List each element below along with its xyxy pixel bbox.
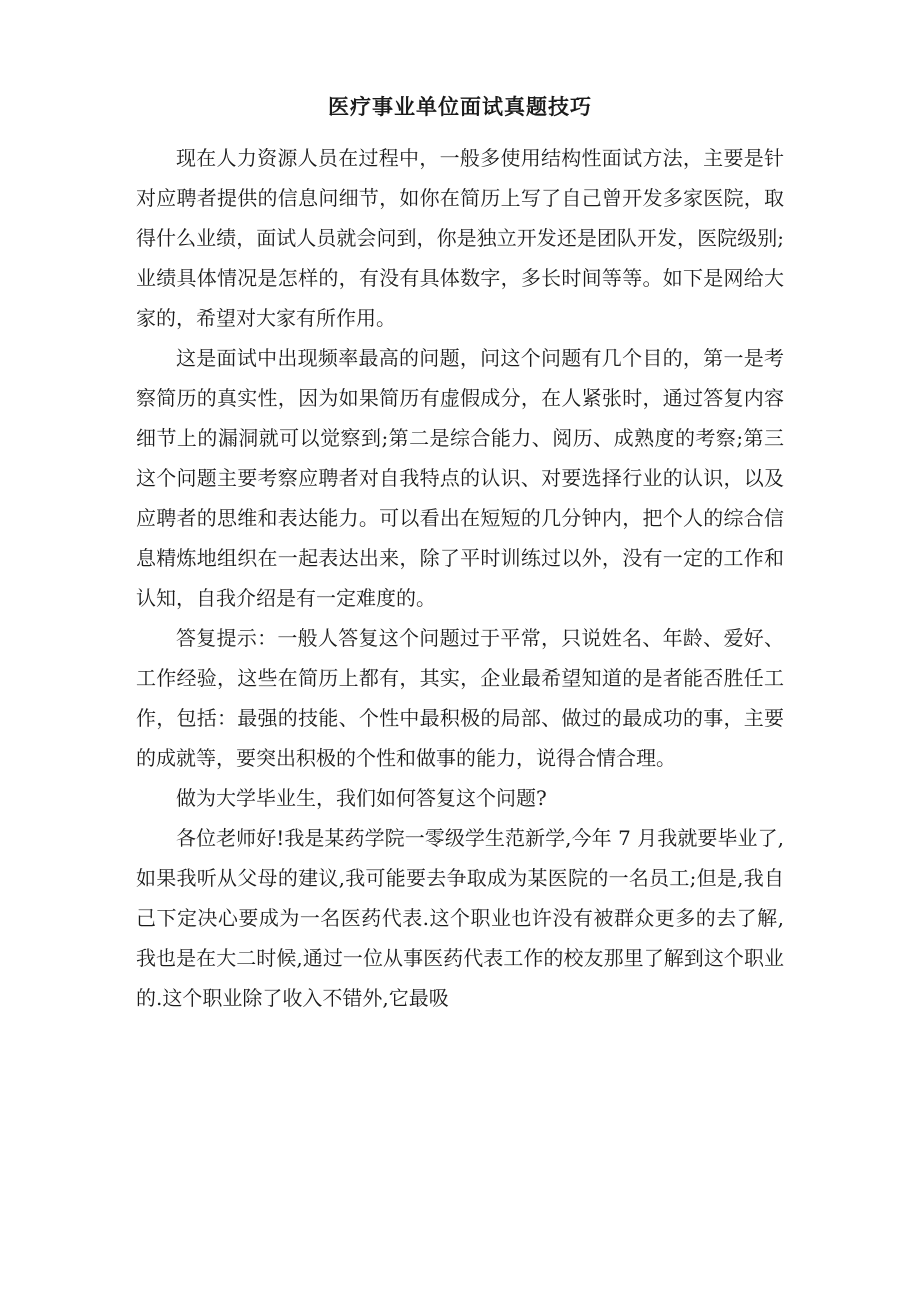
paragraph-purpose: 这是面试中出现频率最高的问题，问这个问题有几个目的，第一是考察简历的真实性，因为如果简历有虚假成分，在人紧张时，通过答复内容细节上的漏洞就可以觉察到;第二是综合能力、阅历、成熟度的考察;第三这个问题主要考察应聘者对自我特点的认识、对要选择行业的认识，以及应聘者的思维和表达能力。可以看出在短短的几分钟内，把个人的综合信息精炼地组织在一起表达出来，除了平时训练过以外，没有一定的工作和认知，自我介绍是有一定难度的。: [136, 346, 784, 610]
paragraph-answer-tips: 答复提示：一般人答复这个问题过于平常，只说姓名、年龄、爱好、工作经验，这些在简历上都有，其实，企业最希望知道的是者能否胜任工作，包括：最强的技能、个性中最积极的局部、做过的最成功的事，主要的成就等，要突出积极的个性和做事的能力，说得合情合理。: [136, 626, 784, 770]
document-title: 医疗事业单位面试真题技巧: [328, 94, 592, 119]
paragraph-question: 做为大学毕业生，我们如何答复这个问题?: [176, 786, 547, 810]
document-body: [136, 92, 784, 1018]
paragraph-intro: 现在人力资源人员在过程中，一般多使用结构性面试方法，主要是针对应聘者提供的信息问细节，如你在简历上写了自己曾开发多家医院，取得什么业绩，面试人员就会问到，你是独立开发还是团队开发，医院级别;业绩具体情况是怎样的，有没有具体数字，多长时间等等。如下是网给大家的，希望对大家有所作用。: [136, 146, 784, 330]
paragraph-sample-answer: 各位老师好!我是某药学院一零级学生范新学,今年 7 月我就要毕业了,如果我听从父母的建议,我可能要去争取成为某医院的一名员工;但是,我自己下定决心要成为一名医药代表.这个职业也许没有被群众更多的去了解,我也是在大二时候,通过一位从事医药代表工作的校友那里了解到这个职业的.这个职业除了收入不错外,它最吸: [136, 826, 784, 1010]
